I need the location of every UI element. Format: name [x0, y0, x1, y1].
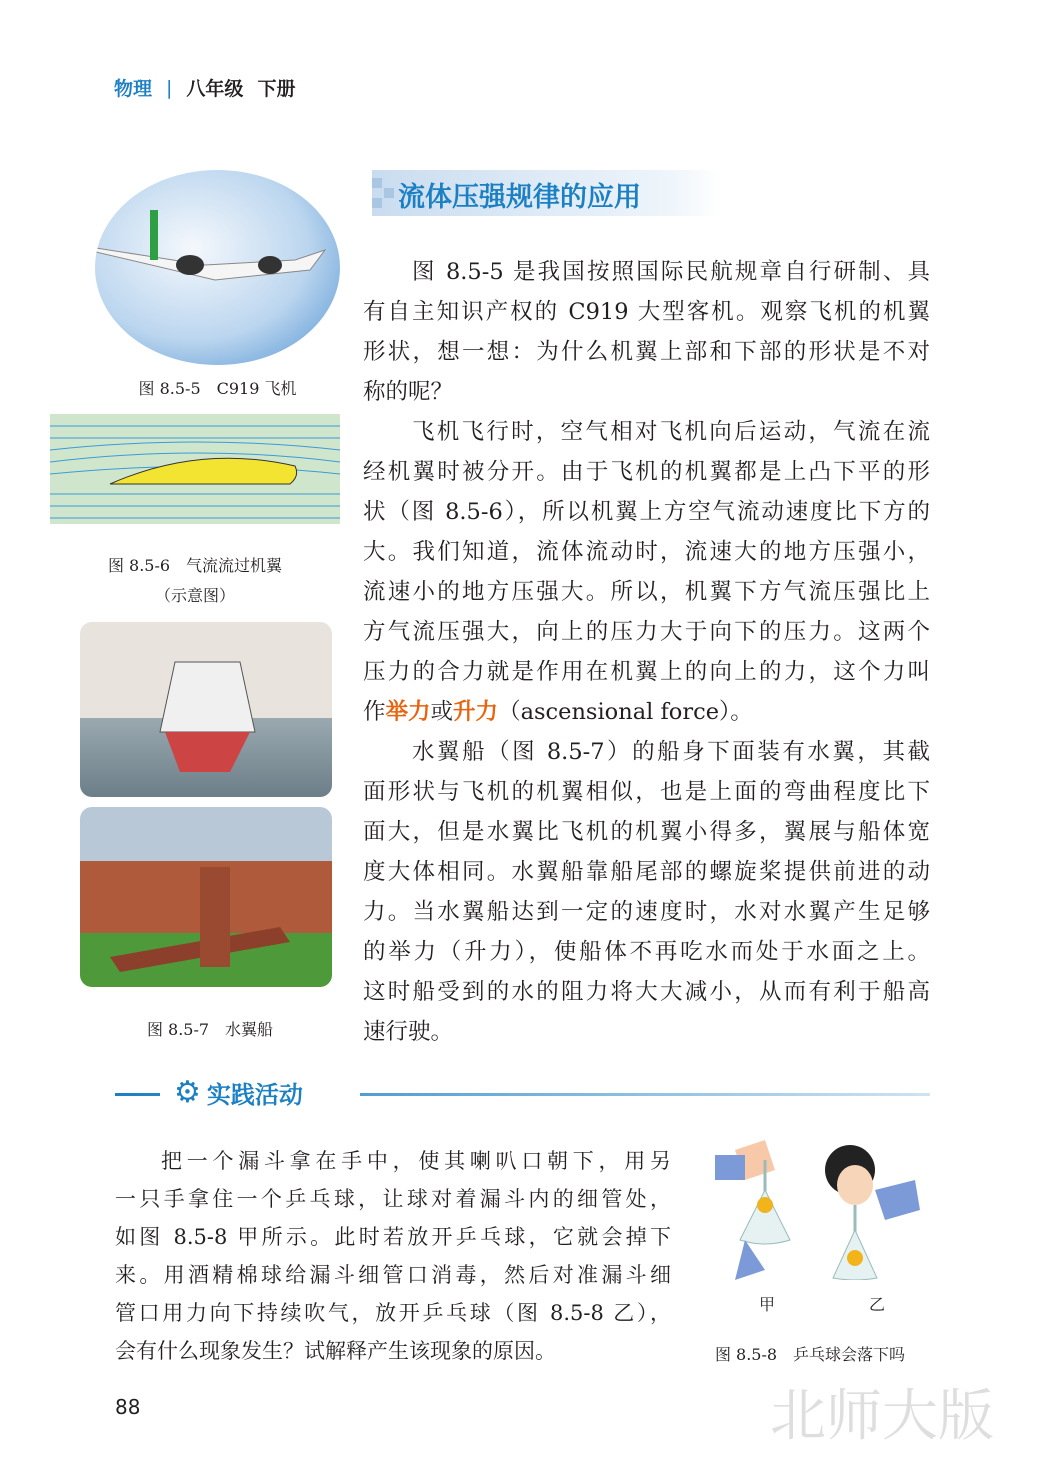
- text-line: 形状，想一想：为什么机翼上部和下部的形状是不对: [363, 339, 930, 365]
- text-line: 飞机飞行时，空气相对飞机向后运动，气流在流: [412, 419, 930, 445]
- separator: |: [166, 76, 173, 99]
- text-line: 大。我们知道，流体流动时，流速大的地方压强小，: [363, 539, 930, 565]
- text-line: 方气流压强大，向上的压力大于向下的压力。这两个: [363, 619, 930, 645]
- airflow-wing-diagram: [50, 414, 340, 524]
- text: 或: [430, 699, 454, 725]
- grade: 八年级: [186, 78, 244, 100]
- practice-heading: [160, 1070, 360, 1115]
- text-line: 水翼船（图 8.5-7）的船身下面装有水翼，其截: [412, 739, 930, 765]
- text-line: 压力的合力就是作用在机翼上的向上的力，这个力叫: [363, 659, 930, 685]
- key-term: 举力: [385, 699, 431, 725]
- hydrofoil-ship-photo: [80, 622, 332, 797]
- text: 作: [363, 699, 386, 725]
- running-header: [114, 74, 295, 101]
- text: （ascensional force）。: [498, 699, 753, 725]
- page-number: 88: [115, 1395, 141, 1419]
- text-line: 速行驶。: [363, 1019, 454, 1045]
- practice-line: 管口用力向下持续吹气，放开乒乓球（图 8.5-8 乙），: [115, 1301, 671, 1325]
- gears-magnifier-icon: ⚙: [174, 1075, 201, 1110]
- volume: 下册: [257, 78, 296, 100]
- lift-definition-line: [363, 697, 930, 727]
- label-jia: 甲: [758, 1295, 775, 1314]
- section-heading: [372, 170, 722, 216]
- text-line: 图 8.5-5 是我国按照国际民航规章自行研制、具: [412, 259, 930, 285]
- text-line: 有自主知识产权的 C919 大型客机。观察飞机的机翼: [363, 299, 930, 325]
- figure-caption: （示意图）: [154, 586, 235, 605]
- text-line: 这时船受到的水的阻力将大大减小，从而有利于船高: [363, 979, 930, 1005]
- subject: 物理: [114, 78, 153, 100]
- c919-plane-photo: [95, 170, 340, 365]
- practice-line: 一只手拿住一个乒乓球，让球对着漏斗内的细管处，: [115, 1187, 671, 1211]
- practice-title: 实践活动: [206, 1081, 303, 1109]
- figure-caption: 图 8.5-6 气流流过机翼: [107, 556, 283, 575]
- watermark: 北师大版: [770, 1384, 994, 1449]
- practice-line: 把一个漏斗拿在手中，使其喇叭口朝下，用另: [161, 1149, 671, 1173]
- hydrofoil-closeup-photo: [80, 807, 332, 987]
- text-line: 度大体相同。水翼船靠船尾部的螺旋桨提供前进的动: [363, 859, 930, 885]
- text-line: 的举力（升力），使船体不再吃水而处于水面之上。: [363, 939, 930, 965]
- text-line: 面形状与飞机的机翼相似，也是上面的弯曲程度比下: [363, 779, 930, 805]
- text-line: 称的呢？: [363, 379, 454, 405]
- funnel-pingpong-illustration: [715, 1130, 955, 1280]
- label-yi: 乙: [868, 1295, 885, 1314]
- figure-caption: 图 8.5-8 乒乓球会落下吗: [714, 1345, 906, 1364]
- text-line: 流速小的地方压强大。所以，机翼下方气流压强比上: [363, 579, 930, 605]
- text-line: 力。当水翼船达到一定的速度时，水对水翼产生足够: [363, 899, 930, 925]
- figure-caption: 图 8.5-5 C919 飞机: [138, 379, 297, 398]
- text-line: 状（图 8.5-6），所以机翼上方空气流动速度比下方的: [363, 499, 930, 525]
- section-title: 流体压强规律的应用: [398, 182, 641, 213]
- key-term: 升力: [453, 699, 499, 725]
- figure-caption: 图 8.5-7 水翼船: [146, 1020, 274, 1039]
- text-line: 经机翼时被分开。由于飞机的机翼都是上凸下平的形: [363, 459, 930, 485]
- practice-line: 如图 8.5-8 甲所示。此时若放开乒乓球，它就会掉下: [115, 1225, 671, 1249]
- practice-line: 来。用酒精棉球给漏斗细管口消毒，然后对准漏斗细: [115, 1263, 671, 1287]
- text-line: 面大，但是水翼比飞机的机翼小得多，翼展与船体宽: [363, 819, 930, 845]
- practice-line: 会有什么现象发生？试解释产生该现象的原因。: [115, 1339, 556, 1363]
